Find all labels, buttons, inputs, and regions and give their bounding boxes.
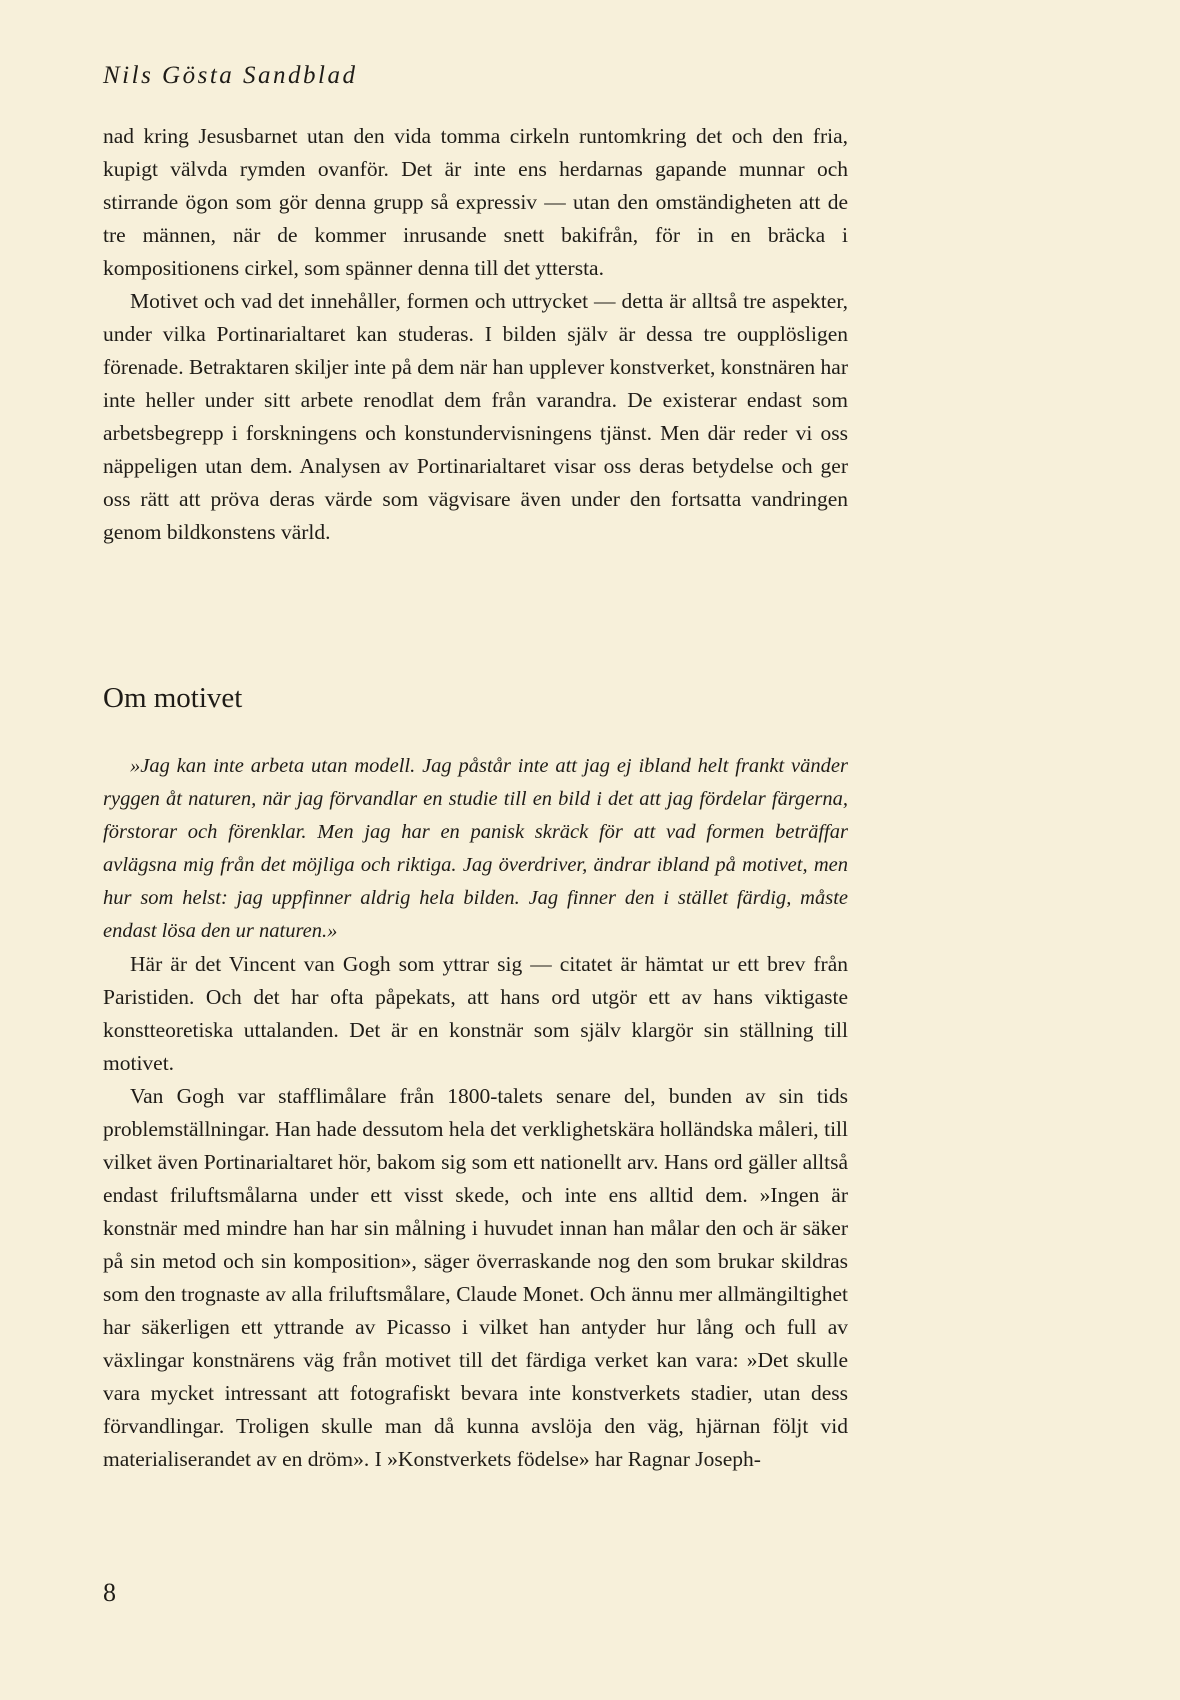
paragraph: nad kring Jesusbarnet utan den vida tomma cirkeln runtomkring det och den fria, kupigt välvda rymden ovanför. Det är inte ens herdarnas gapande munnar och stirrande ögon som gör denna grupp så expressiv — utan den omständigheten att de tre männen, när de kommer inrusande snett bakifrån, för in en bräcka i kompositionens cirkel, som spänner denna till det yttersta. [103,124,848,280]
section-motif-text [103,750,848,1476]
page-number: 8 [103,1578,116,1607]
paragraph: Här är det Vincent van Gogh som yttrar sig — citatet är hämtat ur ett brev från Paristiden. Och det har ofta påpekats, att hans ord utgör ett av hans viktigaste konstteoretiska uttalanden. Det är en konstnär som själv klargör sin ställning till motivet. [103,952,848,1075]
paragraph: Motivet och vad det innehåller, formen och uttrycket — detta är alltså tre aspekter, under vilka Portinarialtaret kan studeras. I bilden själv är dessa tre oupplösligen förenade. Betraktaren skiljer inte på dem när han upplever konstverket, konstnären har inte heller under sitt arbete renodlat dem från varandra. De existerar endast som arbetsbegrepp i forskningens och konstundervisningens tjänst. Men där reder vi oss näppeligen utan dem. Analysen av Portinarialtaret visar oss deras betydelse och ger oss rätt att pröva deras värde som vägvisare även under den fortsatta vandringen genom bildkonstens värld. [103,289,848,544]
section-intro-text [103,120,848,549]
section-heading: Om motivet [103,682,243,714]
block-quote: »Jag kan inte arbeta utan modell. Jag påstår inte att jag ej ibland helt frankt vänder ryggen åt naturen, när jag förvandlar en studie till en bild i det att jag fördelar färgerna, förstorar och förenklar. Men jag har en panisk skräck för att vad formen beträffar avlägsna mig från det möjliga och riktiga. Jag överdriver, ändrar ibland på motivet, men hur som helst: jag uppfinner aldrig hela bilden. Jag finner den i stället färdig, måste endast lösa den ur naturen.» [103,755,848,942]
running-header-author: Nils Gösta Sandblad [103,62,358,89]
paragraph: Van Gogh var stafflimålare från 1800-talets senare del, bunden av sin tids problemställningar. Han hade dessutom hela det verklighetskära holländska måleri, till vilket även Portinarialtaret hör, bakom sig som ett nationellt arv. Hans ord gäller alltså endast friluftsmålarna under ett visst skede, och inte ens alltid dem. »Ingen är konstnär med mindre han har sin målning i huvudet innan han målar den och är säker på sin metod och sin komposition», säger överraskande nog den som brukar skildras som den trognaste av alla friluftsmålare, Claude Monet. Och ännu mer allmängiltighet har säkerligen ett yttrande av Picasso i vilket han antyder hur lång och full av växlingar konstnärens väg från motivet till det färdiga verket kan vara: »Det skulle vara mycket intressant att fotografiskt bevara inte konstverkets stadier, utan dess förvandlingar. Troligen skulle man då kunna avslöja den väg, hjärnan följt vid materialiserandet av en dröm». I »Konstverkets födelse» har Ragnar Joseph- [103,1084,848,1471]
